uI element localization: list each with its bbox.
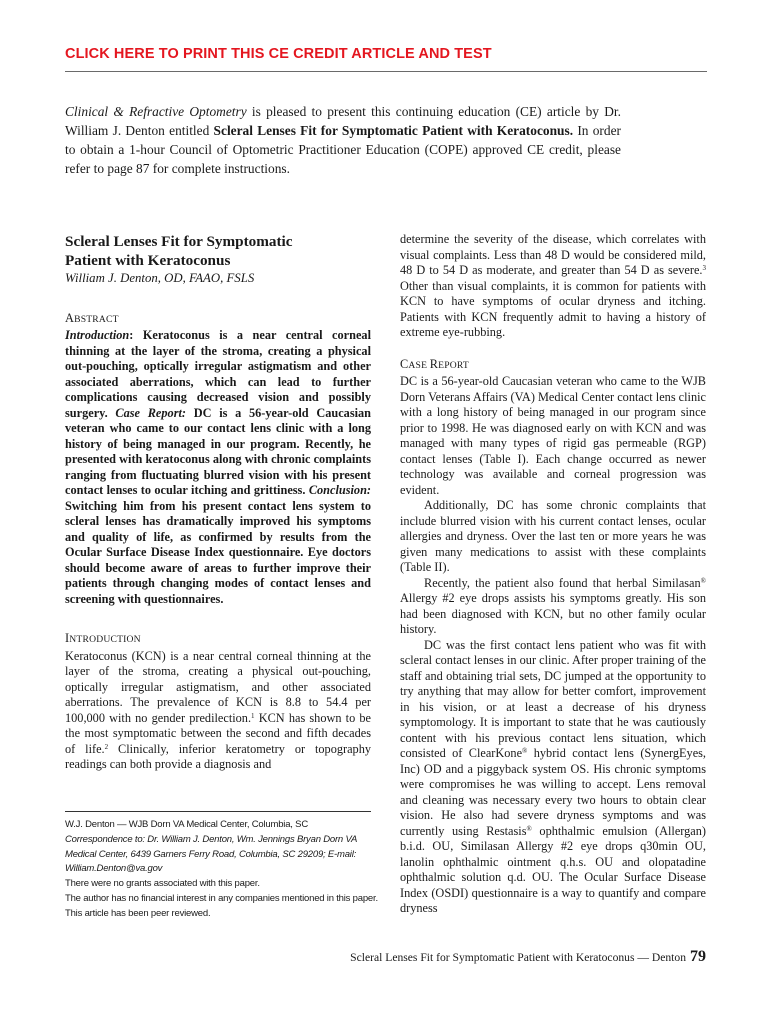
article-title-line-1: Scleral Lenses Fit for Symptomatic: [65, 233, 293, 250]
introduction-continued: determine the severity of the disease, which correlates with visual complaints. Less than 48 D would be considered mild, 48 D to 54 D as moderate, and greater than 54 D as severe.$^3$ Other than visual complaints, it is common for patients with KCN to have symptoms of ocular dryness and itching. Patients with KCN frequently admit to having a history of extreme eye-rubbing.: [400, 232, 706, 339]
abstract-conclusion-label: Conclusion:: [308, 483, 371, 497]
footnote-divider: [65, 811, 371, 812]
right-column: [400, 232, 706, 917]
case-paragraph-3: Recently, the patient also found that herbal Similasan® Allergy #2 eye drops assists his symptoms greatly. His son had been diagnosed with KCN, but no other family ocular history.: [400, 575, 706, 636]
header-divider: [65, 71, 707, 72]
running-title: Scleral Lenses Fit for Symptomatic Patient with Keratoconus — Denton: [350, 951, 686, 964]
case-paragraph-4: DC was the first contact lens patient who was fit with scleral contact lenses in our clinic. After proper training of the staff and obtaining trial sets, DC jumped at the opportunity to try anything that may allow for better comfort, improvement in his vision, or at least a decrease of his dryness symptomology. It is important to state that he was cautiously content with his previous contact lens situation, which consisted of ClearKone® hybrid contact lens (SynergEyes, Inc) OD and a piggyback system OS. His chronic symptoms were compromises he was willing to accept. Lens removal and cleaning was necessary every two hours to obtain clear vision. He also had severe dryness symptoms and was currently using Restasis® ophthalmic emulsion (Allergan) b.i.d. OU, Similasan Allergy #2 eye drops q30min OU, lanolin ophthalmic ointment q.h.s. OU and olopatadine ophthalmic solution q.d. OU. The Ocular Surface Disease Index (OSDI) questionnaire is a way to quantify and compare dryness: [400, 637, 707, 915]
intro-text-2: In order to obtain a 1-hour Council of Optometric Practitioner Education (COPE) approved CE credit, please refer to page 87 for complete instructions.: [65, 123, 621, 176]
introduction-paragraph: Keratoconus (KCN) is a near central corneal thinning at the layer of the stroma, creating a physical out-pouching, optically irregular astigmatism, and other associated aberrations. The prevalence of KCN is 8.8 to 54.4 per 100,000 with no gender predilection.$^1$ KCN has shown to be the most symptomatic between the second and fifth decades of life.$^2$ Clinically, inferior keratometry or topography readings can both provide a diagnosis and: [65, 648, 371, 771]
ce-intro-paragraph: [65, 102, 621, 178]
abstract-intro-label: Introduction: [65, 328, 130, 342]
intro-article-title: Scleral Lenses Fit for Symptomatic Patient with Keratoconus.: [213, 123, 574, 138]
abstract-heading: ABSTRACT: [65, 310, 119, 325]
article-title: [65, 232, 371, 270]
case-paragraph-2: Additionally, DC has some chronic complaints that include blurred vision with his current contact lenses, ocular allergies and dryness. Over the last ten or more years he was given many medications to assist with these complaints (Table II).: [400, 498, 706, 574]
page-number: 79: [690, 948, 706, 965]
case-report-heading: CASE REPORT: [400, 356, 469, 371]
case-paragraph-1: DC is a 56-year-old Caucasian veteran who came to the WJB Dorn Veterans Affairs (VA) Medical Center contact lens clinic with a long history of being managed in our program since prior to 1998. He was diagnosed early on with KCN and was managed with many types of rigid gas permeable (RGP) contact lenses (Table I). Each change occurred as newer technology was available and corneal progression was evident.: [400, 374, 706, 497]
footnote-interest: The author has no financial interest in any companies mentioned in this paper.: [65, 892, 378, 904]
abstract-text: Introduction: Keratoconus is a near central corneal thinning at the layer of the stroma, creating a physical out-pouching, optically irregular astigmatism and other associated aberrations, which can lead to further complications causing decreased vision and possibly surgery. Case Report: DC is a 56-year-old Caucasian veteran who came to our contact lens clinic with a long history of being managed in our program. Recently, he presented with keratoconus along with chronic complaints ranging from fluctuating blurred vision with his present contact lenses to ocular itching and grittiness. Conclusion: Switching him from his present contact lens system to scleral lenses has dramatically improved his symptoms and quality of life, as confirmed by results from the Ocular Surface Disease Index questionnaire. Eye doctors should become aware of areas to further improve their patients through changing modes of contact lenses and screening with questionnaires.: [65, 328, 372, 606]
abstract-case-label: Case Report:: [115, 405, 186, 420]
footnote: [65, 818, 378, 922]
page-footer: [350, 948, 706, 966]
intro-text-1: is pleased to present this continuing education (CE) article by Dr. William J. Denton entitled: [65, 104, 621, 138]
footnote-correspondence: Correspondence to: Dr. William J. Denton, Wm. Jennings Bryan Dorn VA Medical Center, 6439 Garners Ferry Road, Columbia, SC 29209; E-mail: William.Denton@va.gov: [65, 833, 357, 875]
footnote-review: This article has been peer reviewed.: [65, 907, 211, 919]
footnote-grants: There were no grants associated with this paper.: [65, 878, 260, 890]
journal-name: Clinical & Refractive Optometry: [65, 104, 247, 119]
introduction-heading: INTRODUCTION: [65, 631, 141, 645]
article-title-line-2: Patient with Keratoconus: [65, 252, 231, 269]
article-author: William J. Denton, OD, FAAO, FSLS: [65, 271, 255, 285]
print-article-link[interactable]: CLICK HERE TO PRINT THIS CE CREDIT ARTICLE AND TEST: [65, 46, 492, 62]
footnote-affiliation: W.J. Denton — WJB Dorn VA Medical Center, Columbia, SC: [65, 819, 308, 830]
left-column: [65, 232, 371, 773]
